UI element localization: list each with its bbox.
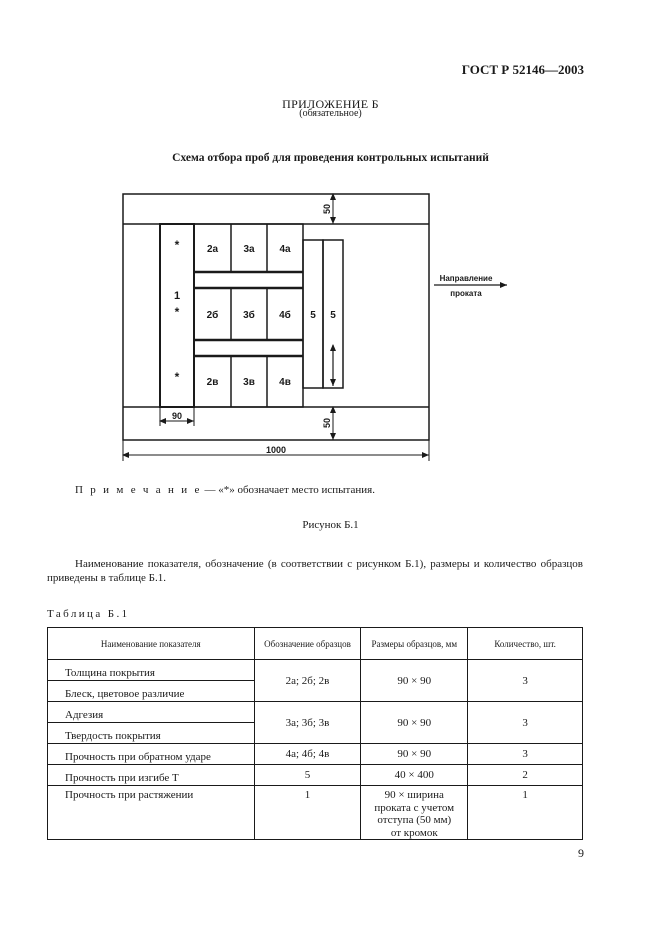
size-line: отступа (50 мм) [377, 814, 452, 826]
table-row [48, 786, 583, 840]
table-row [48, 744, 583, 765]
indicator-name: Толщина покрытия [48, 660, 255, 681]
sheet-outline [123, 194, 429, 440]
table-row [48, 660, 583, 681]
cell-3b: 3б [243, 310, 255, 321]
quantity-cell: 2 [468, 765, 583, 786]
designation-cell: 3а; 3б; 3в [254, 702, 361, 744]
size-cell: 40 × 400 [361, 765, 468, 786]
cell-4v: 4в [279, 377, 291, 388]
table-row [48, 702, 583, 723]
body-paragraph: Наименование показателя, обозначение (в соответствии с рисунком Б.1), размеры и количество образцов приведены в таблице Б.1. [47, 558, 583, 584]
size-line: 90 × ширина [384, 789, 444, 801]
cell-3v: 3в [243, 377, 255, 388]
strip-1-label: 1 [173, 290, 181, 302]
cell-2v: 2в [206, 377, 219, 388]
strip-5b-label: 5 [330, 310, 336, 321]
note-label: П р и м е ч а н и е [75, 484, 202, 496]
size-line: проката с учетом [374, 801, 455, 814]
cell-4a: 4а [279, 244, 291, 255]
header-designation: Обозначение образцов [254, 628, 361, 660]
quantity-cell: 3 [468, 660, 583, 702]
standard-header: ГОСТ Р 52146—2003 [461, 62, 584, 77]
strip-1-marker-mid: * [174, 305, 180, 319]
indicator-name: Твердость покрытия [48, 723, 255, 744]
size-cell: 90 × 90 [361, 660, 468, 702]
header-quantity: Количество, шт. [468, 628, 583, 660]
table-header-row [48, 628, 583, 660]
designation-cell: 5 [254, 765, 361, 786]
note [75, 484, 375, 496]
cell-4b: 4б [279, 310, 291, 321]
quantity-cell: 3 [468, 702, 583, 744]
dim-width-label: 1000 [265, 445, 287, 455]
indicator-name: Прочность при изгибе Т [48, 765, 255, 786]
direction-label-line2: проката [450, 289, 482, 298]
indicator-name: Адгезия [48, 702, 255, 723]
header-size: Размеры образцов, мм [361, 628, 468, 660]
dim-top-label: 50 [322, 203, 332, 215]
header-indicator: Наименование показателя [48, 628, 255, 660]
samples-table [47, 627, 583, 840]
appendix-subtitle: (обязательное) [299, 108, 362, 119]
size-line: от кромок [390, 826, 438, 839]
indicator-name: Прочность при растяжении [48, 786, 255, 840]
dim-left-label: 90 [171, 411, 183, 421]
table-label: Таблица Б.1 [47, 608, 130, 620]
scheme-title: Схема отбора проб для проведения контрольных испытаний [172, 152, 489, 164]
indicator-name: Блеск, цветовое различие [48, 681, 255, 702]
quantity-cell: 1 [468, 786, 583, 840]
figure-caption: Рисунок Б.1 [302, 519, 359, 531]
page-number: 9 [578, 846, 584, 860]
designation-cell: 2а; 2б; 2в [254, 660, 361, 702]
size-cell: 90 × 90 [361, 744, 468, 765]
cell-2a: 2а [206, 244, 219, 255]
strip-1-marker-bottom: * [174, 370, 180, 384]
direction-label-line1: Направление [439, 274, 493, 283]
quantity-cell: 3 [468, 744, 583, 765]
size-cell [361, 786, 468, 840]
designation-cell: 4а; 4б; 4в [254, 744, 361, 765]
strip-1-marker-top: * [174, 238, 180, 252]
cell-3a: 3а [243, 244, 255, 255]
designation-cell: 1 [254, 786, 361, 840]
appendix-title: ПРИЛОЖЕНИЕ Б [282, 97, 379, 111]
size-cell: 90 × 90 [361, 702, 468, 744]
indicator-name: Прочность при обратном ударе [48, 744, 255, 765]
strip-5a-label: 5 [310, 310, 316, 321]
note-text: — «*» обозначает место испытания. [201, 484, 375, 496]
dim-bottom-label: 50 [322, 417, 332, 429]
table-row [48, 765, 583, 786]
cell-2b: 2б [206, 310, 219, 321]
